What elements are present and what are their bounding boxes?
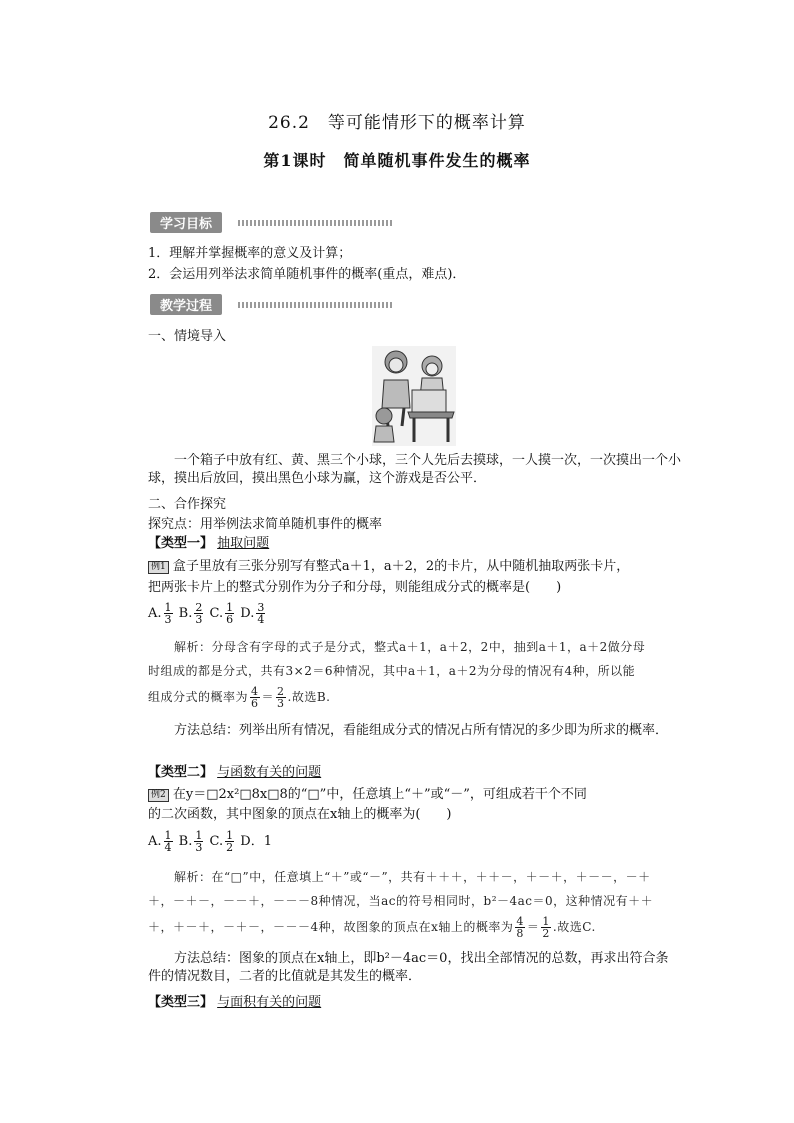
type-label: 【类型二】 (148, 765, 214, 780)
option-b: B. $\frac{2}{3}$ (178, 601, 203, 626)
example-badge: 例2 (148, 789, 169, 802)
type-name: 与面积有关的问题 (217, 995, 322, 1010)
type-label: 【类型一】 (148, 536, 214, 551)
type2-heading (148, 764, 678, 782)
example2-options (148, 830, 272, 853)
type3-heading (148, 994, 678, 1012)
example2-question-line1 (148, 786, 678, 804)
section-label: 教学过程 (150, 294, 222, 315)
type1-heading (148, 535, 678, 553)
goal-item: 1．理解并掌握概率的意义及计算； (148, 246, 352, 261)
example1-solution-line1: 解析：分母含有字母的式子是分式，整式a＋1，a＋2，2中，抽到a＋1，a＋2做分母 (174, 640, 646, 654)
section-header-goals (148, 212, 392, 232)
option-b: B. $\frac{1}{3}$ (178, 829, 203, 854)
option-a: A. $\frac{1}{3}$ (148, 601, 172, 626)
example1-solution-line2: 时组成的都是分式，共有3×2＝6种情况，其中a＋1，a＋2为分母的情况有4种，所以能 (148, 664, 636, 678)
dotted-rule (238, 220, 392, 226)
example2-solution-line3: ＋，＋－＋，－＋－，－－－4种，故图象的顶点在x轴上的概率为 $\frac{4}{8}$ ＝ $\frac{1}{2}$ .故选C. (148, 915, 596, 940)
question-text: 在y＝□2x²□8x□8的“□”中，任意填上“＋”或“－”，可组成若干个不同 (172, 787, 587, 802)
page-title: 26.2 等可能情形下的概率计算 (268, 113, 526, 133)
example1-method-summary: 方法总结：列举出所有情况，看能组成分式的情况占所有情况的多少即为所求的概率． (174, 723, 669, 738)
example-badge: 例1 (148, 561, 169, 574)
intro-heading: 一、情境导入 (148, 329, 227, 344)
goal-item: 2．会运用列举法求简单随机事件的概率(重点，难点)． (148, 267, 466, 282)
type-label: 【类型三】 (148, 995, 214, 1010)
type-name: 与函数有关的问题 (217, 765, 322, 780)
explore-point: 探究点：用举例法求简单随机事件的概率 (148, 517, 383, 532)
example1-solution-line3: 组成分式的概率为 $\frac{4}{6}$ ＝ $\frac{2}{3}$ .故选B. (148, 685, 331, 710)
example2-question-line2: 的二次函数，其中图象的顶点在x轴上的概率为( ) (148, 807, 452, 822)
example2-method-summary: 方法总结：图象的顶点在x轴上，即b²－4ac＝0，找出全部情况的总数，再求出符合条件的情况数目，二者的比值就是其发生的概率． (148, 951, 669, 984)
option-d: D．1 (240, 834, 272, 849)
example1-options (148, 602, 267, 625)
explore-heading: 二、合作探究 (148, 497, 227, 512)
option-c: C. $\frac{1}{2}$ (209, 829, 234, 854)
example1-question-line1 (148, 558, 678, 576)
option-c: C. $\frac{1}{6}$ (209, 601, 234, 626)
option-a: A. $\frac{1}{4}$ (148, 829, 172, 854)
children-game-illustration (372, 346, 456, 446)
intro-scenario: 一个箱子中放有红、黄、黑三个小球，三个人先后去摸球，一人摸一次，一次摸出一个小球，摸出后放回，摸出黑色小球为赢，这个游戏是否公平． (148, 453, 682, 486)
type-name: 抽取问题 (217, 536, 270, 551)
example1-question-line2: 把两张卡片上的整式分别作为分子和分母，则能组成分式的概率是( ) (148, 580, 562, 595)
question-text: 盒子里放有三张分别写有整式a＋1，a＋2，2的卡片，从中随机抽取两张卡片， (172, 559, 630, 574)
section-header-process (148, 294, 392, 314)
example2-solution-line2: ＋，－＋－，－－＋，－－－8种情况，当ac的符号相同时，b²－4ac＝0，这种情况有＋＋ (148, 894, 654, 908)
dotted-rule (238, 302, 392, 308)
example2-solution-line1: 解析：在“□”中，任意填上“＋”或“－”，共有＋＋＋，＋＋－，＋－＋，＋－－，－＋ (174, 870, 651, 884)
option-d: D. $\frac{3}{4}$ (240, 601, 265, 626)
lesson-subtitle: 第1课时 简单随机事件发生的概率 (263, 151, 531, 170)
section-label: 学习目标 (150, 212, 222, 233)
